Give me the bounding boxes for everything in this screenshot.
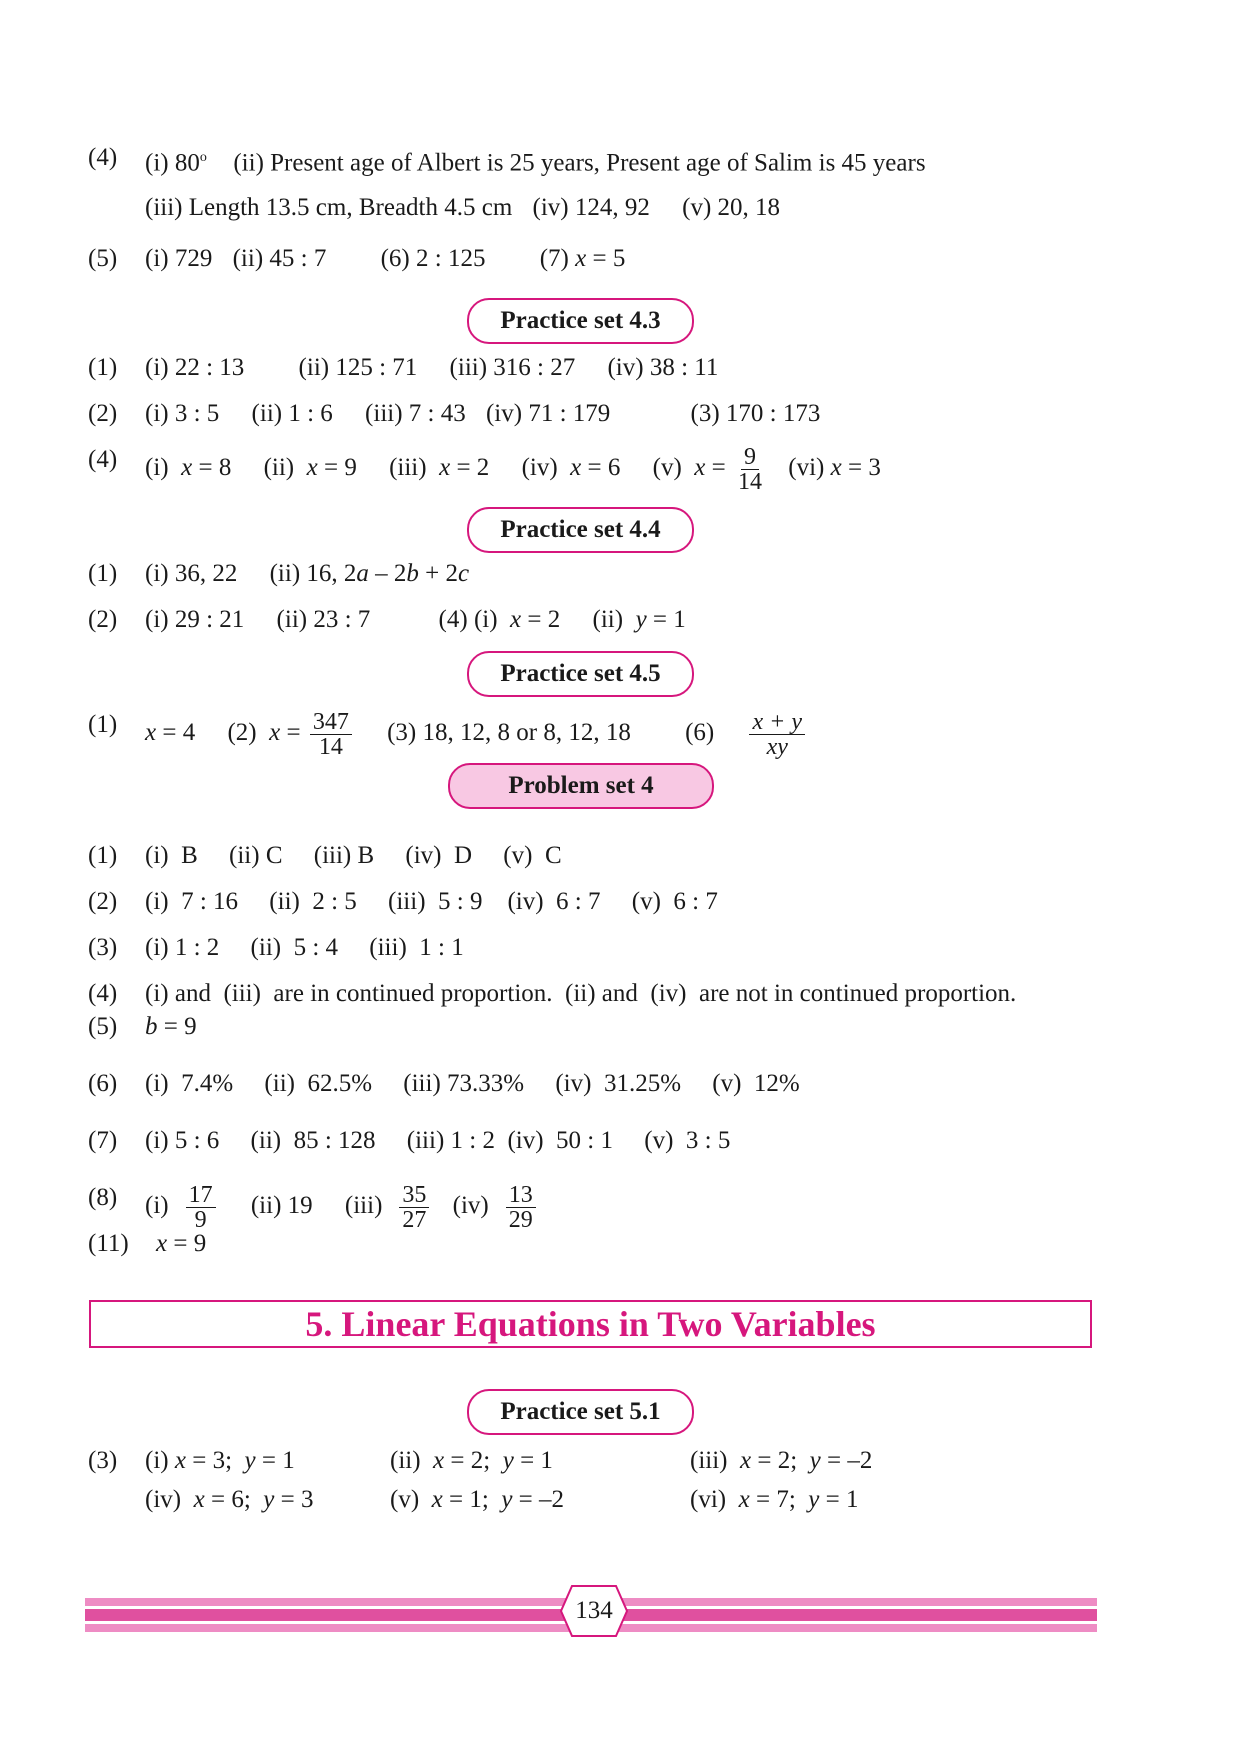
question-number: (4) (88, 144, 118, 171)
question-number: (5) (88, 245, 118, 272)
question-number: (4) (88, 980, 118, 1007)
question-number: (2) (88, 888, 118, 915)
answer-part: (vi) x = 7; y = 1 (690, 1486, 859, 1513)
answer-part: (i) 729 (145, 245, 213, 272)
answer-part: (iii) Length 13.5 cm, Breadth 4.5 cm (145, 194, 513, 221)
fraction: $\frac{9}{14}$ (738, 444, 763, 495)
fraction: $\frac{13}{29}$ (506, 1183, 536, 1232)
answer-part: (iv) x = 6; y = 3 (145, 1486, 314, 1513)
degree-mark: o (199, 150, 207, 165)
page-number-badge (560, 1585, 628, 1637)
answer-part: (7) (539, 245, 576, 272)
answer-part: (iii) 316 : 27 (449, 354, 576, 381)
answer-part: (ii) 45 : 7 (232, 245, 327, 272)
answer-part: (iv) 124, 92 (532, 194, 650, 221)
question-number: (3) (88, 934, 118, 961)
answer-part: (v) 20, 18 (682, 194, 781, 221)
answer-key-page: (4) (i) 80$^o$ (ii) Present age of Albert is 25 years, Present age of Salim is 45 years (iii) Length 13.5 cm, Breadth 4.5 cm (iv) 124, 92 (v) 20, 18 (5) (i) 729 (ii) 45 : 7 (6) 2 : 125 (7) x = 5 Practice set 4.3 (1) (i) 22 : 13 (ii) 125 : 71 (iii) 316 : 27 (iv) 38 : 11 (2) (i) 3 : 5 (ii) 1 : 6 (iii) 7 : 43 (iv) 71 : 179 (3) 170 : 173 (4) (i) x = 8 (ii) x = 9 (iii) x = 2 (iv) x = 6 (v) x = $\frac{9}{14}$ (vi) x = 3 Practice set 4.4 (1) (i) 36, 22 (ii) 16, 2a – 2b + 2c (2) (i) 29 : 21 (ii) 23 : 7 (4) (i) x = 2 (ii) y = 1 Practice set 4.5 (1) x = 4 (2) x = $\frac{347}{14}$ (3) 18, 12, 8 or 8, 12, 18 (6) $\frac{x + y}{xy}$ Problem set 4 (1) (i) B (ii) C (iii) B (iv) D (v) C (2) (i) 7 : 16 (ii) 2 : 5 (iii) 5 : 9 (iv) 6 : 7 (v) 6 : 7 (3) (i) 1 : 2 (ii) 5 : 4 (iii) 1 : 1 (4) (i) and (iii) are in continued proportion. (ii) and (iv) are not in continued proportion. (5) b = 9 (6) (i) 7.4% (ii) 62.5% (iii) 73.33% (iv) 31.25% (v) 12% (7) (i) 5 : 6 (ii) 85 : 128 (iii) 1 : 2 (iv) 50 : 1 (v) 3 : 5 (8) (i) $\frac{17}{9}$ (ii) 19 (iii) $\frac{35}{27}$ (iv) $\frac{13}{29}$ (11) x = 9 5. Linear Equations in Two Variables Practice set 5.1 (3) (i) x = 3; y = 1 (ii) x = 2; y = 1 (iii) x = 2; y = –2 (iv) x = 6; y = 3 (v) x = 1; y = –2 (vi) x = 7; y = 1 134 (0, 0, 1241, 1754)
section-heading-practice-set-4-4: Practice set 4.4 (467, 507, 694, 553)
answer-part: (ii) x = 2; y = 1 (390, 1447, 553, 1474)
answer-part: (6) 2 : 125 (380, 245, 486, 272)
answer-part: (i) 80 (145, 149, 200, 177)
section-heading-practice-set-4-5: Practice set 4.5 (467, 651, 694, 697)
answer-part: (ii) 1 : 6 (251, 400, 333, 427)
page-number: 134 (575, 1597, 613, 1624)
fraction: $\frac{17}{9}$ (186, 1183, 216, 1232)
answer-part: (i) 22 : 13 (145, 354, 245, 381)
question-number: (2) (88, 400, 118, 427)
variable: x (575, 245, 587, 272)
question-number: (3) (88, 1447, 118, 1474)
answer-part: (iv) 38 : 11 (607, 354, 719, 381)
question-number: (1) (88, 711, 118, 738)
question-number: (6) (88, 1070, 118, 1097)
answer-part: (ii) 125 : 71 (298, 354, 418, 381)
question-number: (7) (88, 1127, 118, 1154)
answer-part: (i) 3 : 5 (145, 400, 220, 427)
question-number: (4) (88, 446, 118, 473)
answer-part: (iii) x = 2; y = –2 (690, 1447, 873, 1474)
answer-part: (v) x = 1; y = –2 (390, 1486, 565, 1513)
question-number: (2) (88, 606, 118, 633)
question-number: (1) (88, 842, 118, 869)
fraction: $\frac{35}{27}$ (399, 1183, 429, 1232)
section-heading-practice-set-4-3: Practice set 4.3 (467, 298, 694, 344)
answer-part: (iii) 7 : 43 (365, 400, 466, 427)
answer-row-prev-4-cont (145, 193, 780, 223)
chapter-title: 5. Linear Equations in Two Variables (89, 1300, 1092, 1348)
question-number: (1) (88, 560, 118, 587)
question-number: (11) (88, 1230, 129, 1257)
fraction: $\frac{x + y}{xy}$ (749, 710, 805, 759)
question-number: (8) (88, 1184, 118, 1211)
answer-part: (iv) 71 : 179 (485, 400, 611, 427)
answer-part: (i) x = 3; y = 1 (145, 1447, 295, 1474)
section-heading-problem-set-4: Problem set 4 (448, 763, 714, 809)
question-number: (1) (88, 354, 118, 381)
answer-part: (3) 170 : 173 (690, 400, 821, 427)
answer-part: (ii) Present age of Albert is 25 years, Present age of Salim is 45 years (233, 149, 926, 177)
section-heading-practice-set-5-1: Practice set 5.1 (467, 1389, 694, 1435)
fraction: $\frac{347}{14}$ (310, 710, 352, 759)
answer-part: = 5 (586, 245, 626, 272)
question-number: (5) (88, 1013, 118, 1040)
